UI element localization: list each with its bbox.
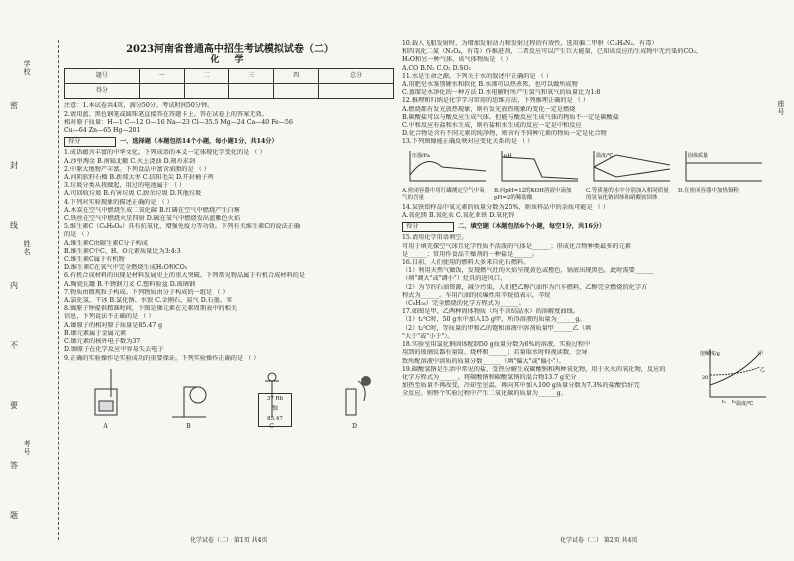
seal-char: 线 — [10, 221, 18, 230]
figure-d: D — [330, 367, 380, 430]
question-line: 7.物质由微观粒子构成。下列物质由分子构成的一组是 （ ） — [64, 288, 229, 296]
question-line: D.铷原子在化学反应中容易失去电子 — [64, 346, 164, 354]
question-line: 可用于填充探空气球且化学性质不活泼的气体是______；形成化合物种类最多的元素 — [402, 242, 631, 250]
note-line: 2.请用蓝、黑色钢笔或圆珠笔直接答在答题卡上。答在试卷上的答案无效。 — [64, 110, 268, 118]
score-cell[interactable] — [184, 84, 229, 99]
seal-char: 内 — [10, 281, 18, 290]
seal-char: 题 — [10, 511, 18, 520]
q13-graph — [678, 149, 764, 202]
score-header-cell: 总分 — [319, 69, 394, 84]
question-line: A.沙里淘金 B.南辕北辙 C.火上浇油 D.刻舟求剑 — [64, 157, 196, 165]
question-line: A.可回收垃圾 B.有害垃圾 C.厨余垃圾 D.其他垃圾 — [64, 190, 202, 198]
score-cell[interactable] — [139, 84, 184, 99]
question-line: 加热至质量不再改变，冷却至室温，再向其中加入100 g质量分数为7.3%的盐酸恰好完 — [402, 382, 640, 390]
sol-y-label: 溶解度/g — [700, 351, 720, 357]
question-line: 9.正确的实验操作是实验成功的重要保证。下列实验操作正确的是 （ ） — [64, 354, 260, 362]
sol-series-b: 乙 — [760, 367, 766, 373]
figure-c: C — [247, 367, 297, 430]
question-line: 12.推理和归纳是化学学习常用的思维方法，下列推理正确的是 （ ） — [402, 97, 590, 105]
question-line: 化学方程式为______。将碳酸钠和碳酸氢钠的混合物13.7 g充分 — [402, 373, 577, 381]
score-header-cell: 二 — [184, 69, 229, 84]
score-cell[interactable] — [319, 84, 394, 99]
question-line: 15.请用化学用语填空。 — [402, 234, 468, 242]
question-line: A.河阴软籽石榴 B.新郑大枣 C.信阳毛尖 D.开封桶子鸡 — [64, 174, 214, 182]
question-line: 5.维生素C（C₆H₈O₆）具有抗氧化、增强免疫力等功效。下列有关维生素C的说法正确 — [64, 223, 301, 231]
question-line: B.碳酸盐可以与酸反应生成气体，但能与酸反应生成气体的物质不一定是碳酸盐 — [402, 113, 619, 121]
question-line: B.维生素C中C、H、O元素质量比为3:4:3 — [64, 247, 181, 255]
periodic-cell: 37 Rb 铷 85.47 — [258, 393, 292, 427]
binding-margin — [8, 40, 59, 540]
question-line: 6.有机合成材料的出现是材料发展史上的重大突破。下列常见物品属于有机合成材料的是 — [64, 272, 306, 280]
question-line: 的是 （ ） — [64, 231, 93, 239]
question-line: C.中和反应有盐和水生成，则有盐和水生成的反应一定是中和反应 — [402, 122, 582, 130]
question-line: （填"调大"或"调小"）灶具的进风口。 — [402, 275, 507, 283]
graph-y-label: 固体质量 — [688, 152, 709, 159]
note-line: 注意：1.本试卷共4页，满分50分，考试时间50分钟。 — [64, 102, 214, 110]
question-line: 致所配溶液中溶质的质量分数______（填"偏大"或"偏小"）。 — [402, 357, 565, 365]
question-line: A.用肥皂水鉴别硬水和软化 B.水沸可以热杀死，也可以做所成物 — [402, 81, 578, 89]
question-line: 17.如图是甲、乙两种固体物质（均不含结晶水）的溶解度曲线。 — [402, 308, 579, 316]
question-line: 2.中原大地物产丰富。下列食品中富含油脂的是 （ ） — [64, 165, 210, 173]
score-table — [64, 68, 394, 99]
question-line: 14.某铁铝样品中氧元素的质量分数为25%，则该样品中的杂质可能是 （ ） — [402, 203, 609, 211]
q9-figures — [64, 365, 396, 431]
note-line: 相对原子质量：H—1 C—12 O—16 Na—23 Cl—35.5 Mg—24 Ca—40 Fe—56 — [64, 118, 293, 126]
figure-a: A — [81, 367, 131, 430]
school-label: 学校 — [23, 60, 31, 76]
question-line: C.铷元素的核外电子数为37 — [64, 338, 141, 346]
sol-series-a: 甲 — [758, 351, 764, 357]
sol-x-label: 温度/℃ — [736, 401, 754, 407]
question-line: 信息，下列说法不正确的是 （ ） — [64, 313, 155, 321]
score-header-cell: 一 — [139, 69, 184, 84]
question-line: 全反应。则整个实验过程中产生二氧化碳的质量为______g。 — [402, 390, 567, 398]
seal-char: 封 — [10, 161, 18, 170]
exam-title: 2023河南省普通高中招生考试模拟试卷（二） — [126, 44, 334, 55]
section-title: 一、选择题（本题包括14个小题，每小题1分，共14分） — [120, 138, 278, 146]
question-line: 和四氧化二氮（N₂O₄，有毒）作推进剂，二者反应可以产生巨大能量，已知该反应的生成物中无污染的CO₂、 — [402, 48, 702, 56]
q13-graph — [586, 149, 672, 202]
question-line: （1）t₁℃时，50 g水中加入15 g甲，所得溶液的质量为______g。 — [402, 316, 586, 324]
question-line: A.陶瓷瓦罐 B.不锈钢刀叉 C.塑料脸盆 D.玻璃钢 — [64, 280, 196, 288]
seat-label: 座号 — [777, 100, 785, 116]
question-line: 用到的玻璃仪器有量筒、烧杯和______；若量取水时仰视读数，会导 — [402, 349, 588, 357]
question-line: 13.下列图像能正确反映对应变化关系的是 （ ） — [402, 138, 534, 146]
exam-no-label: 考号 — [23, 440, 31, 456]
score-row-label: 得分 — [65, 84, 140, 99]
graph-y-label: 温度/℃ — [596, 152, 614, 159]
question-line: C.铁丝在空气中燃烧火星四射 D.硫在氧气中燃烧发出蓝紫色火焰 — [64, 215, 241, 223]
question-line: 19.碳酸氢钠是生活中常见的盐，受热分解生成碳酸钠和两种氧化物，用于灭火的氧化物，反应的 — [402, 365, 666, 373]
score-cell[interactable] — [274, 84, 319, 99]
question-line: 是______；常用作食品干燥剂的一种盐是______。 — [402, 250, 539, 258]
question-line: "大于"或"小于"）。 — [402, 332, 454, 340]
graph-caption: B.向pH=12的KOH溶液中滴加pH=2的稀盐酸 — [494, 187, 572, 201]
seal-char: 不 — [10, 341, 18, 350]
graph-y-label: pH — [504, 152, 512, 159]
seal-char: 答 — [10, 461, 18, 470]
question-line: A.维生素C由碳生素C分子构成 — [64, 239, 148, 247]
question-line: A.燃烧都有发光放热现象，则有发光放热现象的变化一定是燃烧 — [402, 105, 576, 113]
solubility-graph — [700, 345, 770, 407]
question-line: （1）利用天然气做饭，发现燃气灶的火焰呈现黄色或橙色，锅底出现黑色，此时需要______ — [402, 267, 654, 275]
question-line: D.化合物是含有不同元素的纯净物，则含有不同种元素的物质一定是化合物 — [402, 130, 607, 138]
q13-graphs — [402, 149, 777, 202]
section-title: 二、填空题（本题包括6个小题，每空1分，共16分） — [458, 223, 606, 231]
seal-char: 要 — [10, 401, 18, 410]
question-line: D.维生素C在氧气中完全燃烧生成H₂O和CO₂ — [64, 264, 188, 272]
question-line: C.维生素C属于有机物 — [64, 256, 125, 264]
question-line: A.CO B.N₂ C.O₂ D.SO₂ — [402, 64, 472, 72]
question-line: 4.下列对实验现象的描述正确的是 （ ） — [64, 198, 173, 206]
question-line: A.氯化氢、干冰 B.氯化钠、水银 C.金刚石、氦气 D.石墨、苯 — [64, 297, 233, 305]
seal-char: 密 — [10, 101, 18, 110]
question-line: B.铷元素属于金属元素 — [64, 329, 127, 337]
section-score-box: 得分 — [64, 137, 116, 147]
graph-caption: A.密闭容器中用红磷测定空气中氧气的含量 — [402, 187, 485, 201]
question-line: 8.铷原子钟提供精准时间，下图是铷元素在元素周期表中的相关 — [64, 305, 237, 313]
question-line: C.蒸馏是水净化的一种方法 D.水电解时所产生氢气和氧气的质量比为1:8 — [402, 89, 601, 97]
q13-graph — [494, 149, 580, 202]
sol-t2: t₂ — [732, 399, 737, 405]
question-list — [64, 149, 396, 362]
score-cell[interactable] — [229, 84, 274, 99]
question-list — [402, 204, 777, 220]
section-header — [402, 222, 777, 232]
question-line: 10.载人飞船发射时，为增加发射动力和发射过程的有效性，选用偏二甲肼（C₂H₈N₂，有毒） — [402, 40, 658, 47]
question-line: 1.成语蕴含丰富的中华文化。下列成语的本义一定体现化学变化的是 （ ） — [64, 149, 266, 157]
figure-b: B — [164, 367, 214, 430]
question-line: H₂O和另一种气体，该气体物质是 （ ） — [402, 56, 512, 64]
graph-caption: C.等质量的水中分别加入相同质量的氢氧化钠固体和硝酸铵固体 — [586, 187, 669, 201]
sol-tick: 20 — [702, 375, 709, 381]
section-header — [64, 137, 396, 147]
graph-y-label: 压强/Pa — [412, 152, 430, 159]
name-label: 姓名 — [23, 240, 31, 256]
question-line: 18.实验室用氯化钠固体配制50 g质量分数为6%的溶液，实验过程中 — [402, 341, 591, 349]
question-line: （C₈H₁₈）完全燃烧的化学方程式为______。 — [402, 300, 525, 308]
page-footer: 化学试卷（二） 第1页 共4页 — [190, 537, 268, 544]
question-line: 程式为______。车用汽油的抗爆性用辛烷值表示，辛烷 — [402, 291, 551, 299]
question-line: 11.水是生命之源。下列关于水的叙述中正确的是 （ ） — [402, 72, 552, 80]
question-line: （2）为节约石油资源，减少污染，人们把乙醇汽油作为汽车燃料，乙醇完全燃烧的化学方 — [402, 283, 648, 291]
question-line: （2）t₂℃时，等质量的甲和乙的饱和溶液中溶剂质量甲______乙（填 — [402, 324, 592, 332]
question-line: A.铷原子的相对原子质量是85.47 g — [64, 321, 163, 329]
score-header-cell: 三 — [229, 69, 274, 84]
subject-title: 化 学 — [210, 55, 250, 66]
score-header-cell: 题号 — [65, 69, 140, 84]
page-footer: 化学试卷（二） 第2页 共4页 — [560, 537, 638, 544]
section-score-box: 得分 — [402, 222, 454, 232]
question-line: A.木炭在空气中燃烧生成二氧化碳 B.红磷在空气中燃烧产生白雾 — [64, 206, 240, 214]
graph-caption: D.在密闭容器中加热铜粉 — [678, 187, 739, 194]
score-header-cell: 四 — [274, 69, 319, 84]
question-line: 3.垃圾分类从我做起，用过的电池属于 （ ） — [64, 182, 186, 190]
left-column — [64, 40, 396, 433]
sol-t1: t₁ — [722, 399, 727, 405]
q13-graph — [402, 149, 488, 202]
question-line: A.氧化镁 B.氧化汞 C.氧化亚铁 D.氧化锌 — [402, 212, 515, 220]
note-line: Cu—64 Zn—65 Hg—201 — [64, 127, 141, 135]
question-line: 16.目前，人们使用的燃料大多来自化石燃料。 — [402, 259, 530, 267]
question-list — [402, 40, 777, 147]
